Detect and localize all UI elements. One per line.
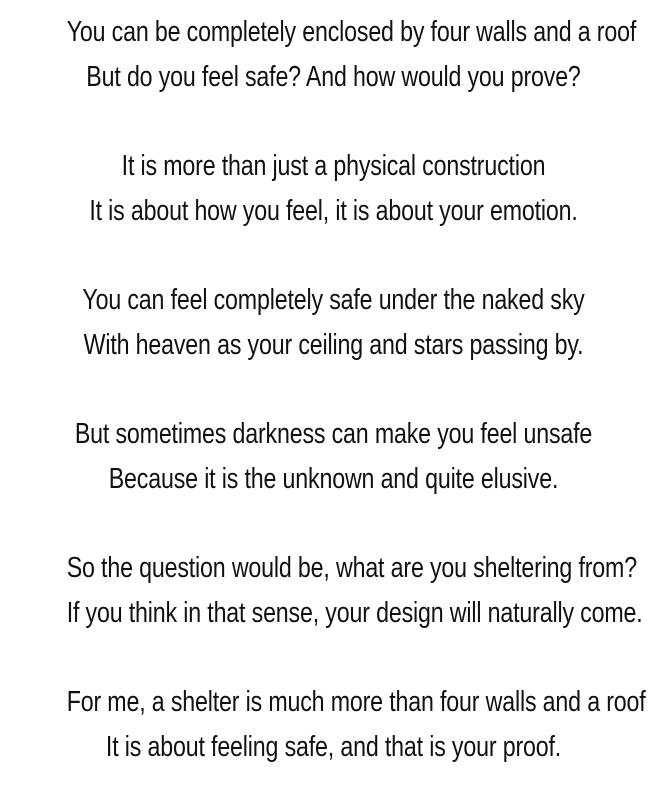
poem-line: With heaven as your ceiling and stars passing by. bbox=[83, 329, 584, 361]
stanza-5 bbox=[0, 546, 667, 636]
poem-line: But sometimes darkness can make you feel unsafe bbox=[74, 418, 593, 450]
poem-line: But do you feel safe? And how would you prove? bbox=[86, 61, 581, 93]
poem-line: You can feel completely safe under the naked sky bbox=[82, 284, 585, 316]
stanza-2 bbox=[0, 144, 667, 234]
poem-line: For me, a shelter is much more than four walls and a roof bbox=[66, 686, 646, 718]
stanza-1 bbox=[0, 10, 667, 100]
poem bbox=[0, 10, 667, 770]
poem-line: So the question would be, what are you sheltering from? bbox=[66, 552, 637, 584]
poem-line: Because it is the unknown and quite elusive. bbox=[108, 463, 559, 495]
poem-line: It is about how you feel, it is about your emotion. bbox=[89, 195, 578, 227]
poem-line: If you think in that sense, your design will naturally come. bbox=[66, 597, 643, 629]
poem-line: It is about feeling safe, and that is your proof. bbox=[105, 731, 562, 763]
stanza-3 bbox=[0, 278, 667, 368]
stanza-6 bbox=[0, 680, 667, 770]
poem-line: You can be completely enclosed by four walls and a roof bbox=[66, 16, 637, 48]
poem-line: It is more than just a physical construction bbox=[121, 150, 546, 182]
stanza-4 bbox=[0, 412, 667, 502]
